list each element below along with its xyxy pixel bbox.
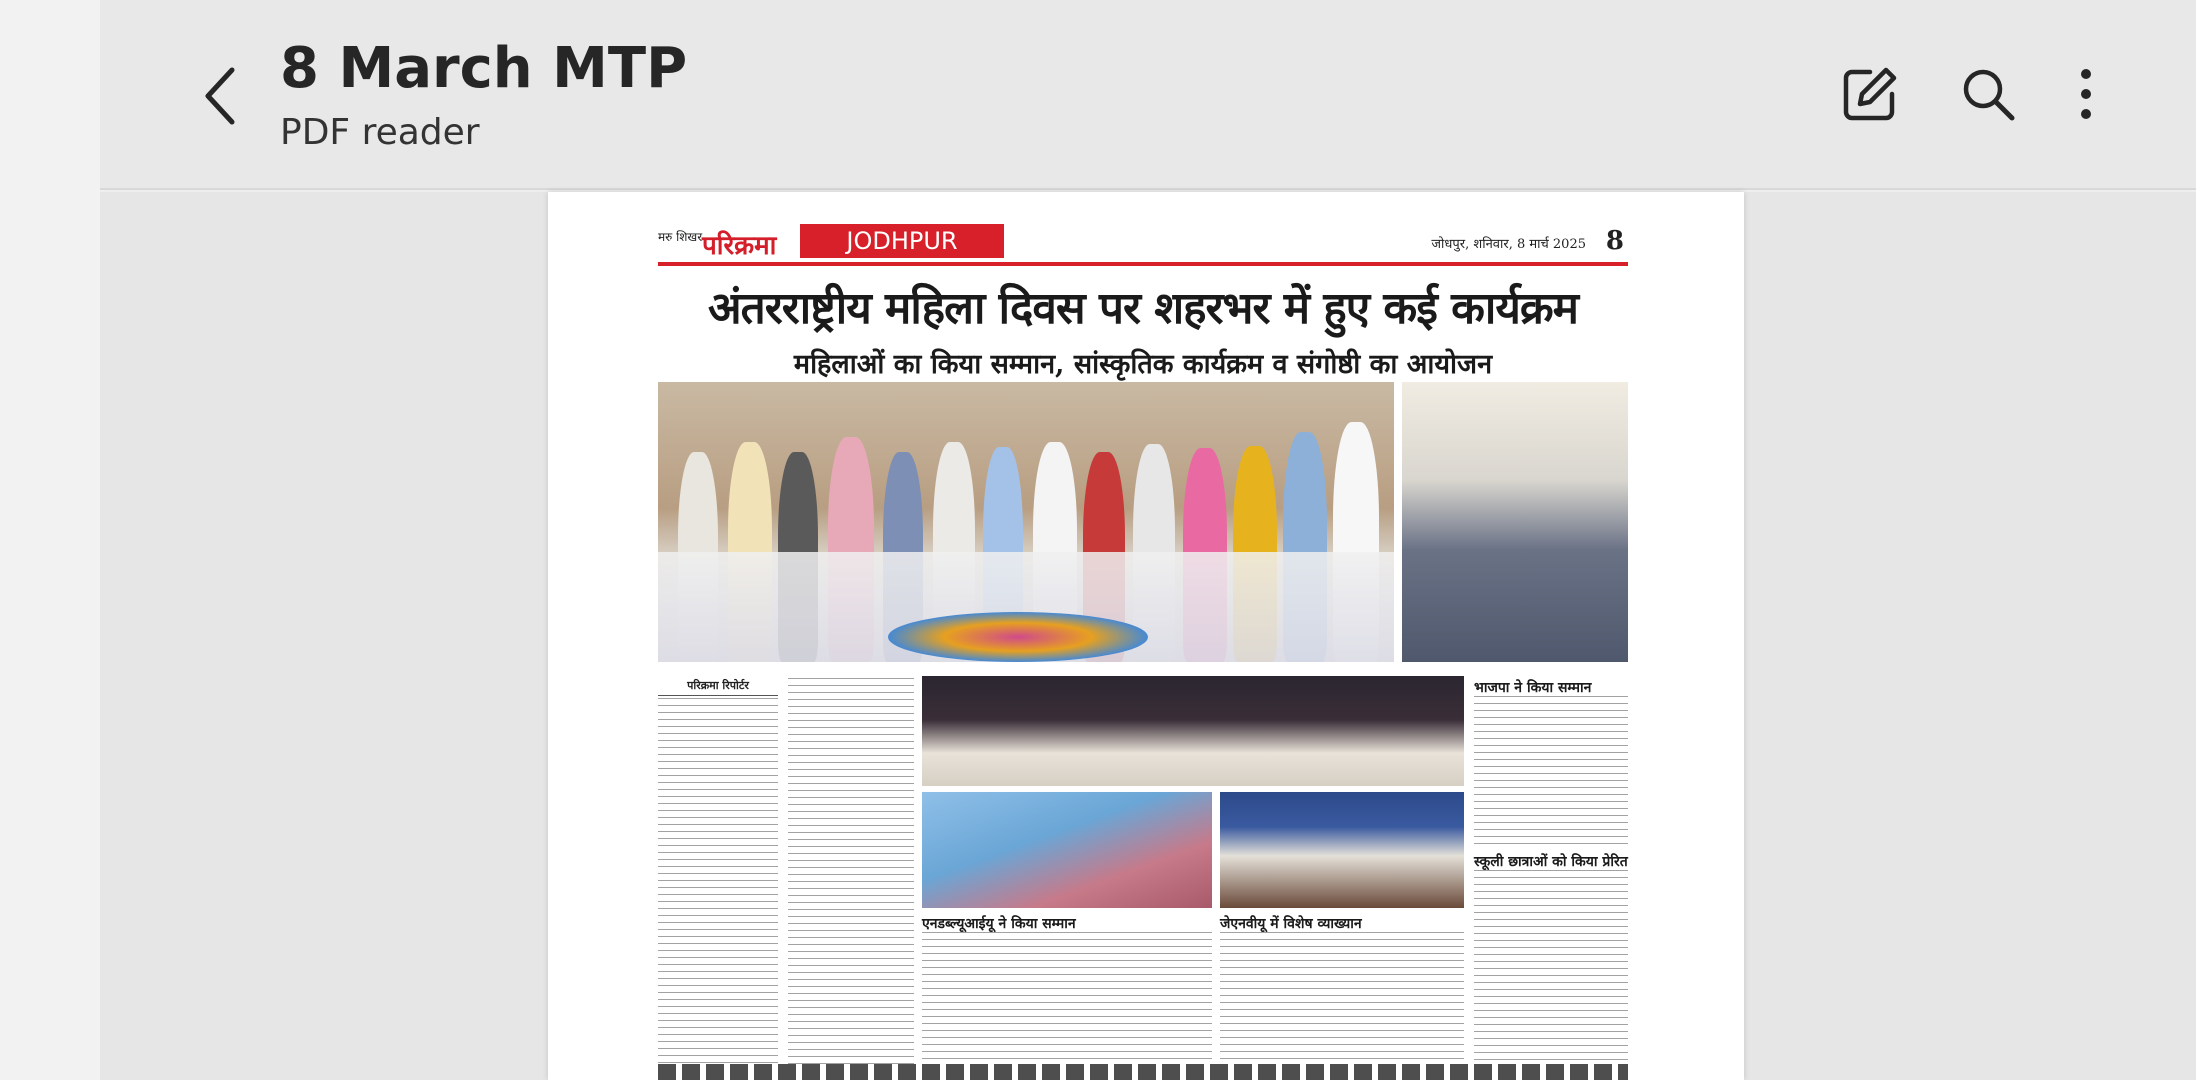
award-photo bbox=[922, 792, 1212, 908]
masthead-divider bbox=[658, 262, 1628, 266]
seminar-photo bbox=[1220, 792, 1464, 908]
issue-date: जोधपुर, शनिवार, 8 मार्च 2025 bbox=[1431, 237, 1586, 252]
masthead-logo: परिक्रमा bbox=[702, 231, 777, 261]
next-headline-cropped bbox=[658, 1064, 1628, 1080]
newspaper-masthead bbox=[658, 226, 1628, 261]
article-column-2 bbox=[788, 678, 914, 1064]
edit-button[interactable] bbox=[1830, 56, 1910, 136]
more-vert-icon bbox=[2076, 64, 2096, 128]
pdf-page[interactable] bbox=[548, 192, 1744, 1080]
article-jnvu bbox=[1220, 932, 1464, 1064]
app-subtitle: PDF reader bbox=[280, 112, 480, 153]
sub-headline: महिलाओं का किया सम्मान, सांस्कृतिक कार्यक्रम व संगोष्ठी का आयोजन bbox=[793, 349, 1493, 380]
document-title: 8 March MTP bbox=[280, 36, 688, 101]
section-title-nwiu: एनडब्ल्यूआईयू ने किया सम्मान bbox=[922, 916, 1076, 932]
back-button[interactable] bbox=[180, 58, 260, 138]
page-number: 8 bbox=[1605, 226, 1624, 256]
search-button[interactable] bbox=[1948, 56, 2028, 136]
article-nwiu bbox=[922, 932, 1212, 1064]
search-icon bbox=[1958, 64, 2018, 128]
left-edge-panel bbox=[0, 0, 100, 1080]
section-title-jnvu: जेएनवीयू में विशेष व्याख्यान bbox=[1220, 916, 1362, 932]
article-bjp bbox=[1474, 696, 1628, 846]
byline: परिक्रमा रिपोर्टर bbox=[658, 678, 778, 696]
article-school bbox=[1474, 870, 1628, 1064]
event-stage-photo bbox=[922, 676, 1464, 786]
article-column-1 bbox=[658, 698, 778, 1064]
more-options-button[interactable] bbox=[2046, 56, 2126, 136]
city-label: JODHPUR bbox=[800, 224, 1004, 258]
section-title-bjp: भाजपा ने किया सम्मान bbox=[1474, 680, 1592, 696]
top-app-bar bbox=[100, 0, 2196, 190]
document-viewer[interactable] bbox=[100, 192, 2196, 1080]
classroom-photo bbox=[1402, 382, 1628, 662]
masthead-small-text: मरु शिखर bbox=[658, 230, 703, 244]
back-arrow-icon bbox=[200, 64, 240, 132]
section-title-school: स्कूली छात्राओं को किया प्रेरित bbox=[1474, 854, 1628, 870]
main-headline: अंतरराष्ट्रीय महिला दिवस पर शहरभर में हुए कई कार्यक्रम bbox=[708, 283, 1578, 334]
edit-note-icon bbox=[1840, 64, 1900, 128]
group-photo bbox=[658, 382, 1394, 662]
